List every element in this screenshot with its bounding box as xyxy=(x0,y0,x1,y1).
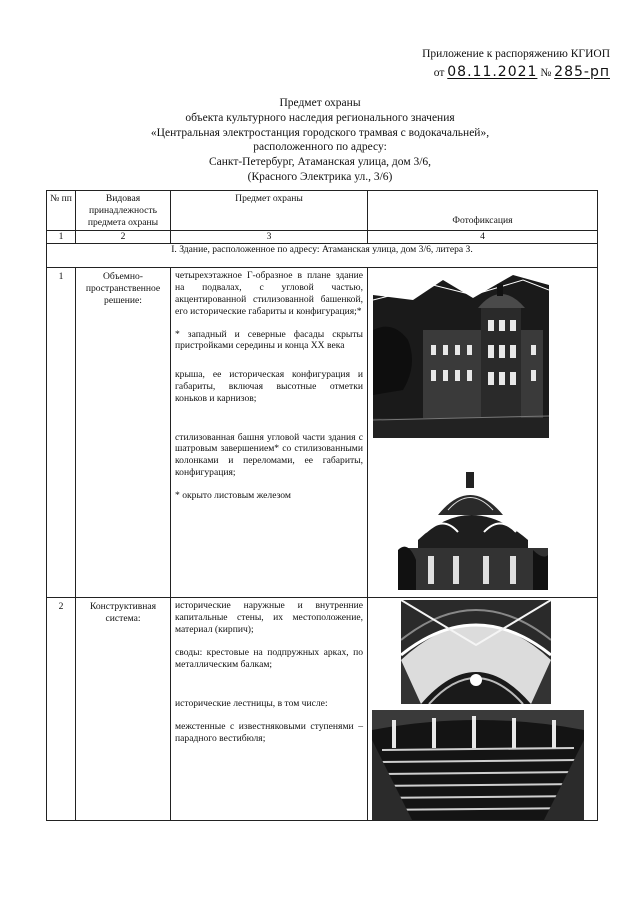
document-title xyxy=(0,96,640,185)
title-line: (Красного Электрика ул., 3/6) xyxy=(247,170,393,183)
description-paragraph: своды: крестовые на подпружных арках, по металлическим балкам; xyxy=(175,646,363,670)
table-row xyxy=(47,268,598,598)
description-paragraph: стилизованная башня угловой части здания с шатровым завершением* со стилизованными колонками и переломами, ее габариты, конфигурация; xyxy=(175,431,363,478)
column-number: 4 xyxy=(368,231,598,244)
staircase-photo xyxy=(372,710,584,820)
order-reference: от 08.11.2021 № 285-рп xyxy=(433,64,610,80)
title-line: Предмет охраны xyxy=(279,97,361,109)
document-header xyxy=(350,47,610,80)
title-line: «Центральная электростанция городского трамвая с водокачальней», xyxy=(150,126,490,139)
appendix-label: Приложение к распоряжению КГИОП xyxy=(422,48,610,60)
order-date: 08.11.2021 xyxy=(447,64,538,80)
row-description xyxy=(171,598,368,821)
row-type: Конструктивная система: xyxy=(76,598,171,821)
title-line: расположенного по адресу: xyxy=(253,141,387,154)
description-paragraph: четырехэтажное Г-образное в плане здание на подвалах, с угловой частью, акцентированной стилизованной башенкой, его исторические габариты и конфигурация;* xyxy=(175,270,363,317)
row-description xyxy=(171,268,368,598)
section-title: I. Здание, расположенное по адресу: Атаманская улица, дом 3/6, литера З. xyxy=(47,244,598,268)
row-number: 2 xyxy=(47,598,76,821)
row-type: Объемно-пространственное решение: xyxy=(76,268,171,598)
photo-cell xyxy=(368,598,598,821)
column-number-row xyxy=(47,231,598,244)
building-photo xyxy=(373,270,549,438)
col-header-number: № пп xyxy=(47,191,76,231)
column-number: 3 xyxy=(171,231,368,244)
column-number: 1 xyxy=(47,231,76,244)
col-header-type: Видовая принадлежность предмета охраны xyxy=(76,191,171,231)
description-paragraph: крыша, ее историческая конфигурация и габариты, включая высотные отметки коньков и карнизов; xyxy=(175,369,363,404)
photo-cell xyxy=(368,268,598,598)
title-line: Санкт-Петербург, Атаманская улица, дом 3/6, xyxy=(208,156,432,169)
col-header-subject: Предмет охраны xyxy=(171,191,368,231)
description-paragraph: * окрыто листовым железом xyxy=(175,489,291,501)
description-paragraph: * западный и северные фасады скрыты пристройками середины и конца XX века xyxy=(175,328,363,352)
protection-table xyxy=(46,190,598,821)
table-row xyxy=(47,598,598,821)
description-paragraph: межстенные с известняковыми ступенями – парадного вестибюля; xyxy=(175,721,363,744)
table-header-row xyxy=(47,191,598,231)
description-paragraph: исторические наружные и внутренние капитальные стены, их местоположение, материал (кирпич); xyxy=(175,600,363,635)
column-number: 2 xyxy=(76,231,171,244)
tower-photo xyxy=(398,470,548,590)
section-row xyxy=(47,244,598,268)
order-number: 285-рп xyxy=(554,64,610,80)
row-number: 1 xyxy=(47,268,76,598)
vault-photo xyxy=(401,600,551,704)
title-line: объекта культурного наследия регионального значения xyxy=(185,111,455,124)
description-paragraph: исторические лестницы, в том числе: xyxy=(175,698,328,710)
col-header-photo: Фотофиксация xyxy=(368,191,598,231)
